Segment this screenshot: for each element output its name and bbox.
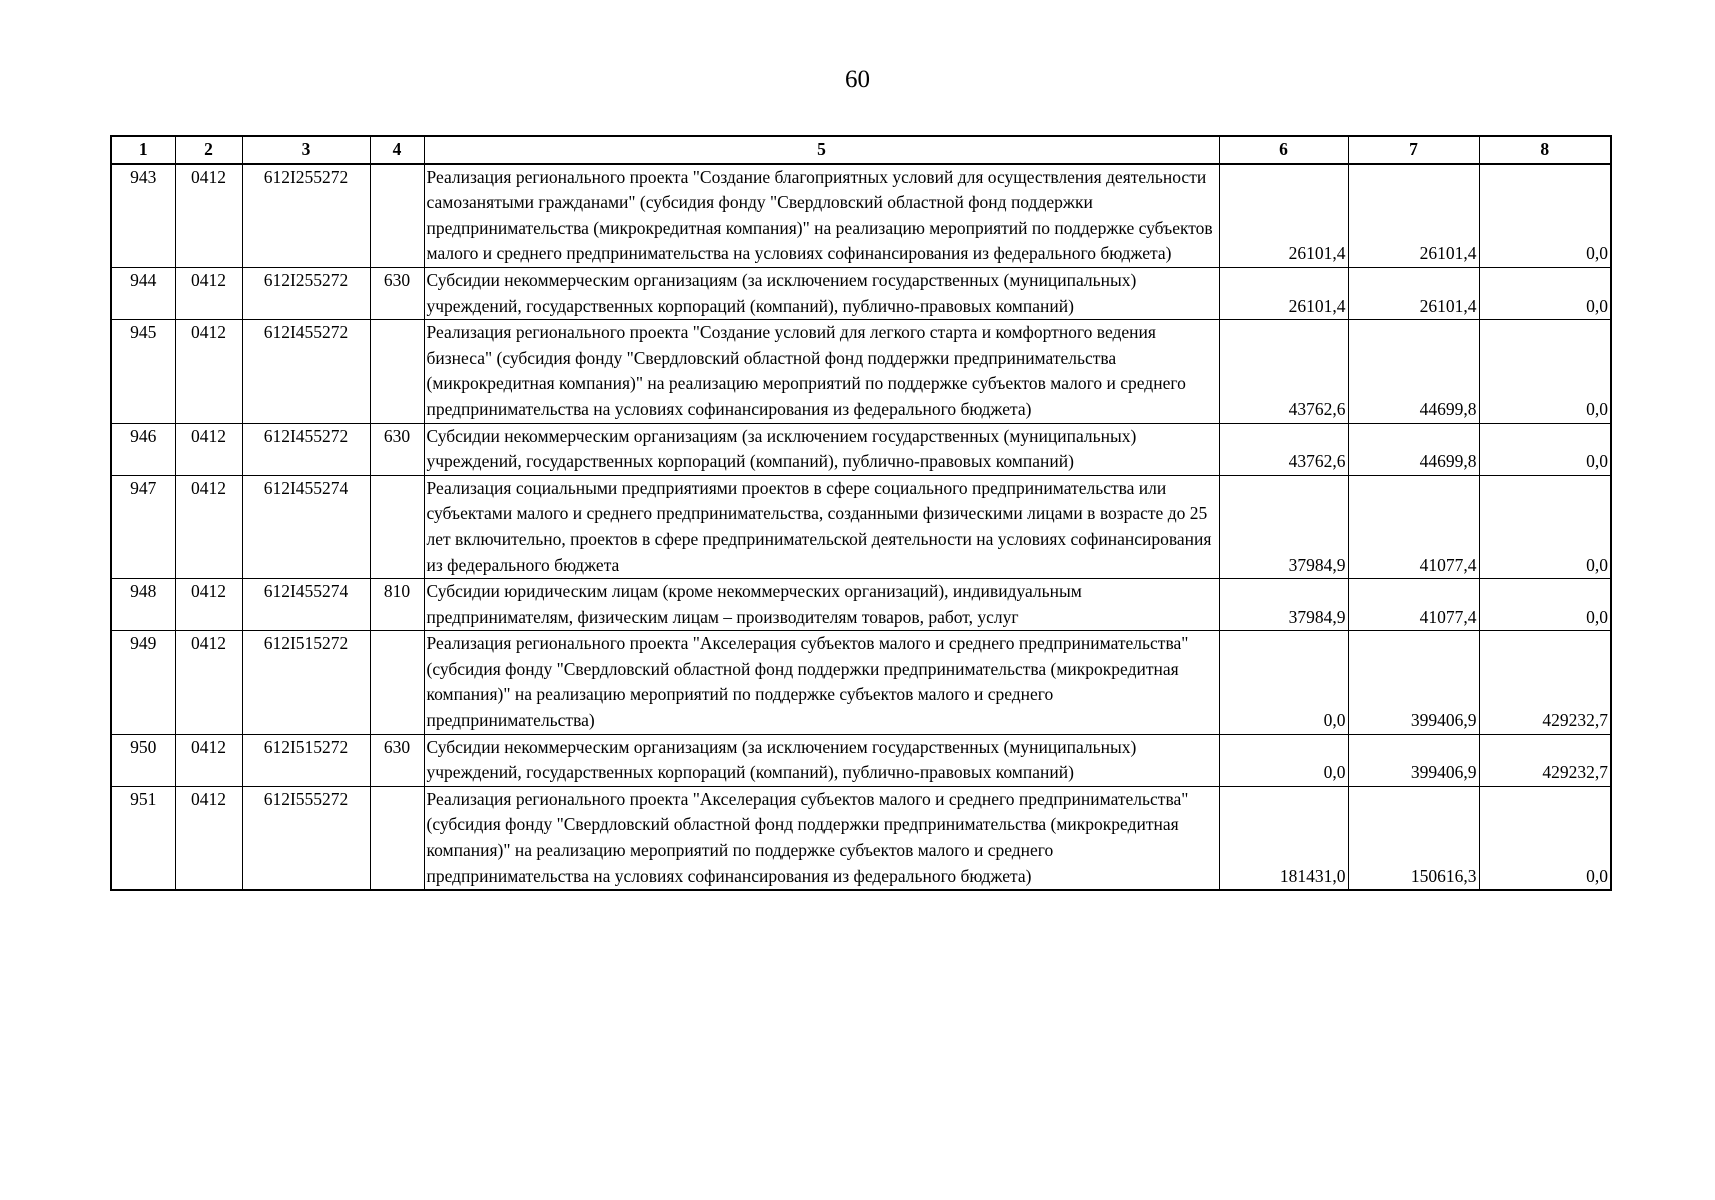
- cell-expense-type: [370, 320, 424, 423]
- cell-section-code: 0412: [175, 631, 242, 734]
- cell-description: Реализация регионального проекта "Акселерация субъектов малого и среднего предпринимательства" (субсидия фонду "Свердловский областной фонд поддержки предпринимательства (микрокредитная компания)" на реализацию мероприятий по поддержке субъектов малого и среднего предпринимательства): [424, 631, 1219, 734]
- cell-amount-7: 26101,4: [1348, 267, 1479, 319]
- cell-expense-type: 810: [370, 579, 424, 631]
- cell-description: Субсидии некоммерческим организациям (за исключением государственных (муниципальных) учреждений, государственных корпораций (компаний), публично-правовых компаний): [424, 734, 1219, 786]
- cell-description: Реализация регионального проекта "Акселерация субъектов малого и среднего предпринимательства" (субсидия фонду "Свердловский областной фонд поддержки предпринимательства (микрокредитная компания)" на реализацию мероприятий по поддержке субъектов малого и среднего предпринимательства на условиях софинансирования из федерального бюджета): [424, 786, 1219, 890]
- cell-section-code: 0412: [175, 475, 242, 578]
- cell-row-number: 947: [111, 475, 175, 578]
- cell-section-code: 0412: [175, 423, 242, 475]
- cell-expense-type: 630: [370, 423, 424, 475]
- cell-amount-8: 0,0: [1479, 267, 1611, 319]
- header-row: [111, 136, 1611, 164]
- table-row: [111, 320, 1611, 423]
- col-header-5: 5: [424, 136, 1219, 164]
- cell-amount-8: 0,0: [1479, 164, 1611, 268]
- cell-amount-6: 43762,6: [1219, 320, 1348, 423]
- cell-expense-type: [370, 475, 424, 578]
- cell-amount-8: 0,0: [1479, 423, 1611, 475]
- cell-expense-type: [370, 631, 424, 734]
- cell-row-number: 944: [111, 267, 175, 319]
- cell-expense-type: [370, 164, 424, 268]
- table-row: [111, 475, 1611, 578]
- budget-table: [110, 135, 1612, 891]
- cell-description: Субсидии некоммерческим организациям (за исключением государственных (муниципальных) учреждений, государственных корпораций (компаний), публично-правовых компаний): [424, 267, 1219, 319]
- cell-amount-8: 0,0: [1479, 320, 1611, 423]
- cell-amount-6: 43762,6: [1219, 423, 1348, 475]
- table-row: [111, 579, 1611, 631]
- table-row: [111, 423, 1611, 475]
- cell-target-code: 612I455274: [242, 579, 370, 631]
- cell-section-code: 0412: [175, 320, 242, 423]
- cell-target-code: 612I255272: [242, 267, 370, 319]
- cell-amount-7: 399406,9: [1348, 631, 1479, 734]
- cell-target-code: 612I555272: [242, 786, 370, 890]
- cell-row-number: 943: [111, 164, 175, 268]
- cell-amount-6: 181431,0: [1219, 786, 1348, 890]
- cell-section-code: 0412: [175, 267, 242, 319]
- cell-amount-6: 26101,4: [1219, 164, 1348, 268]
- cell-amount-8: 0,0: [1479, 475, 1611, 578]
- cell-target-code: 612I455272: [242, 320, 370, 423]
- cell-row-number: 949: [111, 631, 175, 734]
- col-header-7: 7: [1348, 136, 1479, 164]
- col-header-3: 3: [242, 136, 370, 164]
- cell-amount-8: 429232,7: [1479, 631, 1611, 734]
- col-header-1: 1: [111, 136, 175, 164]
- cell-row-number: 946: [111, 423, 175, 475]
- cell-section-code: 0412: [175, 786, 242, 890]
- col-header-6: 6: [1219, 136, 1348, 164]
- cell-section-code: 0412: [175, 734, 242, 786]
- cell-row-number: 948: [111, 579, 175, 631]
- cell-description: Реализация регионального проекта "Создание условий для легкого старта и комфортного ведения бизнеса" (субсидия фонду "Свердловский областной фонд поддержки предпринимательства (микрокредитная компания)" на реализацию мероприятий по поддержке субъектов малого и среднего предпринимательства на условиях софинансирования из федерального бюджета): [424, 320, 1219, 423]
- table-row: [111, 786, 1611, 890]
- cell-description: Реализация регионального проекта "Создание благоприятных условий для осуществления деятельности самозанятыми гражданами" (субсидия фонду "Свердловский областной фонд поддержки предпринимательства (микрокредитная компания)" на реализацию мероприятий по поддержке субъектов малого и среднего предпринимательства на условиях софинансирования из федерального бюджета): [424, 164, 1219, 268]
- cell-amount-7: 26101,4: [1348, 164, 1479, 268]
- cell-amount-7: 399406,9: [1348, 734, 1479, 786]
- cell-row-number: 945: [111, 320, 175, 423]
- page-number: 60: [845, 66, 870, 93]
- cell-target-code: 612I515272: [242, 631, 370, 734]
- cell-amount-6: 0,0: [1219, 631, 1348, 734]
- cell-expense-type: 630: [370, 734, 424, 786]
- cell-target-code: 612I455272: [242, 423, 370, 475]
- cell-description: Субсидии юридическим лицам (кроме некоммерческих организаций), индивидуальным предпринимателям, физическим лицам – производителям товаров, работ, услуг: [424, 579, 1219, 631]
- cell-amount-8: 429232,7: [1479, 734, 1611, 786]
- cell-expense-type: [370, 786, 424, 890]
- cell-amount-8: 0,0: [1479, 786, 1611, 890]
- cell-amount-7: 41077,4: [1348, 579, 1479, 631]
- col-header-2: 2: [175, 136, 242, 164]
- cell-amount-7: 41077,4: [1348, 475, 1479, 578]
- cell-amount-6: 37984,9: [1219, 475, 1348, 578]
- cell-amount-7: 150616,3: [1348, 786, 1479, 890]
- table-row: [111, 267, 1611, 319]
- table-row: [111, 734, 1611, 786]
- cell-amount-6: 0,0: [1219, 734, 1348, 786]
- cell-expense-type: 630: [370, 267, 424, 319]
- cell-description: Реализация социальными предприятиями проектов в сфере социального предпринимательства или субъектами малого и среднего предпринимательства, созданными физическими лицами в возрасте до 25 лет включительно, проектов в сфере предпринимательской деятельности на условиях софинансирования из федерального бюджета: [424, 475, 1219, 578]
- cell-target-code: 612I515272: [242, 734, 370, 786]
- table-row: [111, 164, 1611, 268]
- cell-amount-7: 44699,8: [1348, 423, 1479, 475]
- cell-section-code: 0412: [175, 579, 242, 631]
- cell-description: Субсидии некоммерческим организациям (за исключением государственных (муниципальных) учреждений, государственных корпораций (компаний), публично-правовых компаний): [424, 423, 1219, 475]
- cell-row-number: 950: [111, 734, 175, 786]
- cell-target-code: 612I255272: [242, 164, 370, 268]
- col-header-4: 4: [370, 136, 424, 164]
- cell-amount-6: 26101,4: [1219, 267, 1348, 319]
- cell-row-number: 951: [111, 786, 175, 890]
- cell-section-code: 0412: [175, 164, 242, 268]
- cell-amount-7: 44699,8: [1348, 320, 1479, 423]
- cell-amount-8: 0,0: [1479, 579, 1611, 631]
- cell-target-code: 612I455274: [242, 475, 370, 578]
- table-row: [111, 631, 1611, 734]
- col-header-8: 8: [1479, 136, 1611, 164]
- cell-amount-6: 37984,9: [1219, 579, 1348, 631]
